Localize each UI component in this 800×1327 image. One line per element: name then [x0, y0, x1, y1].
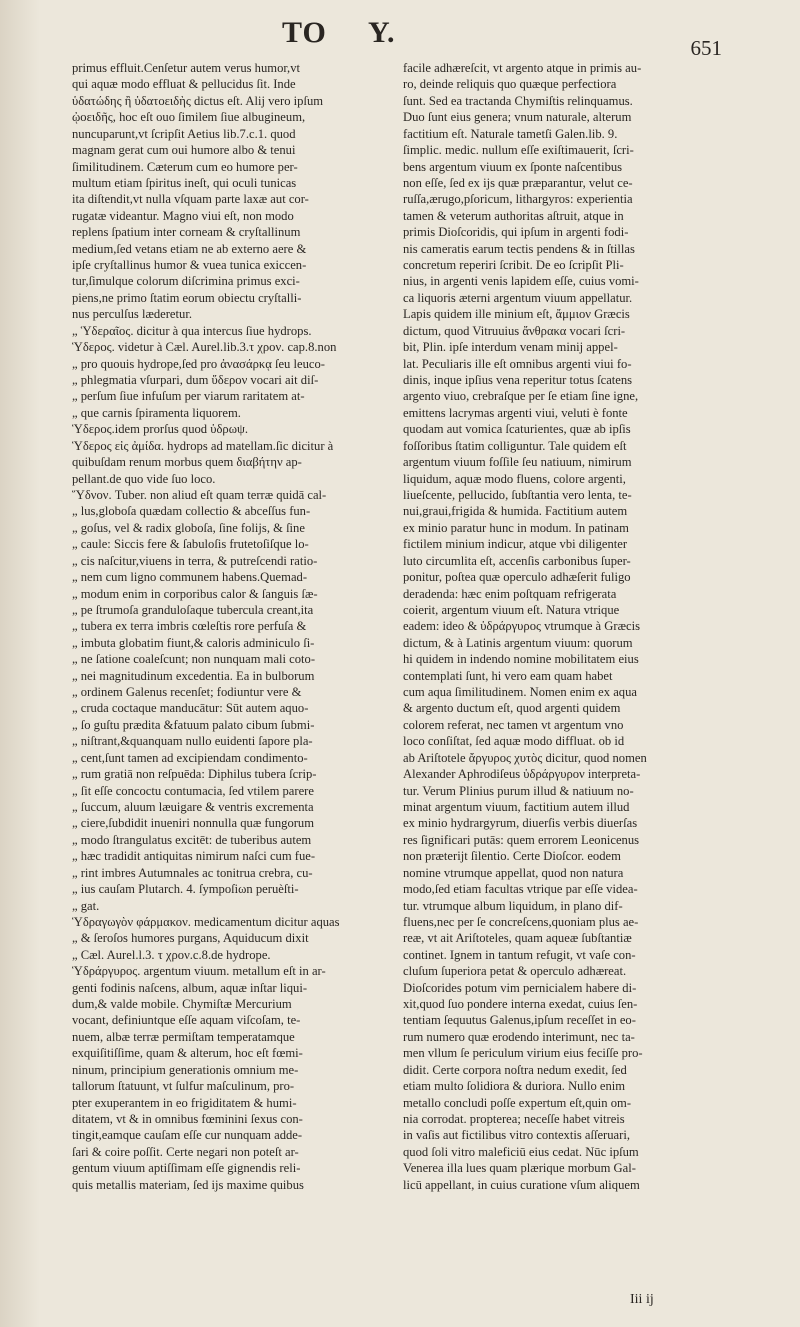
left-column-line: tallorum ſtatuunt, vt ſulfur maſculinum, pro- — [72, 1079, 295, 1094]
left-column-line: „ modum enim in corporibus calor & ſanguis ſæ- — [72, 586, 318, 601]
left-column-line: „ & ſeroſos humores purgans, Aquiducum dixit — [72, 931, 309, 946]
right-column-line: nui,graui,frigida & humida. Factitium autem — [403, 504, 628, 519]
left-column-line: ditatem, vt & in omnibus fœminini ſexus con- — [72, 1112, 303, 1126]
right-column-line: non præterijt ſilentio. Certe Dioſcor. eodem — [403, 849, 621, 864]
left-column-line: „ cis naſcitur,viuens in terra, & putreſcendi ratio- — [72, 553, 318, 568]
left-column-line: „ gat. — [72, 898, 100, 913]
left-column-line: „ niſtrant,&quanquam nullo euidenti ſapore pla- — [72, 734, 313, 749]
right-column-line: metallo concludi poſſe expertum eſt,quin om- — [403, 1095, 632, 1110]
left-column-line: „ rint imbres Autumnales ac tonitrua crebra, cu- — [72, 865, 313, 880]
right-column-line: dictum, quod Vitruuius ἄνθρακα vocari ſcri- — [403, 323, 626, 338]
right-column-line: emittens lacrymas argenti viui, veluti è fonte — [403, 405, 628, 420]
left-column — [72, 60, 390, 1193]
right-column-line: facile adhæreſcit, vt argento atque in primis au- — [403, 61, 642, 75]
right-column-line: quodam aut vomica ſcaturientes, quæ ab ipſis — [403, 422, 631, 437]
left-column-line: „ ciere,ſubdidit inueniri nonnulla quæ fungorum — [72, 816, 315, 831]
left-column-line: Ὑδραγωγὸν φάρμακον. medicamentum dicitur aquas — [72, 914, 340, 929]
right-column-line: fictilem minium indicur, atque vbi diligenter — [403, 537, 628, 552]
left-column-line: Ὑδράργυρος. argentum viuum. metallum eſt in ar- — [72, 964, 326, 979]
running-head-right: Υ. — [368, 16, 395, 49]
left-column-line: Ὑδερος.idem prorſus quod ὑδρωψ. — [72, 422, 249, 437]
left-column-line: „ ordinem Galenus recenſet; fodiuntur vere & — [72, 685, 302, 700]
left-column-line: medium,ſed vetans etiam ne ab externo aere & — [72, 241, 307, 256]
left-column-line: piens,ne primo ſtatim eorum obiectu cryſtalli- — [72, 290, 302, 305]
left-column-line: Ὕδνον. Tuber. non aliud eſt quam terræ quidā cal- — [72, 487, 327, 502]
right-column-line: in vaſis aut fictilibus vitro contextis aſſeruari, — [403, 1128, 630, 1143]
right-column-line: Duo ſunt eius genera; vnum naturale, alterum — [403, 110, 632, 125]
left-column-line: Ὑδερος εἰς ἀμίδα. hydrops ad matellam.ſic dicitur à — [72, 438, 334, 453]
right-column-line: contemplati ſunt, hi vero eam quam habet — [403, 668, 613, 683]
left-column-line: nuem, albæ terræ permiſtam temperatamque — [72, 1029, 295, 1044]
left-column-line: replens ſpatium inter corneam & cryſtallinum — [72, 225, 301, 240]
left-column-line: „ pe ſtrumoſa granduloſaque tubercula creant,ita — [72, 602, 314, 617]
right-column-line: fluens,nec per ſe concreſcens,quoniam plus ae- — [403, 914, 639, 929]
left-column-line: „ goſus, vel & radix globoſa, ſine folijs, & ſine — [72, 520, 305, 535]
left-column-line: „ pro quouis hydrope,ſed pro ἀνασάρκᾳ ſeu leuco- — [72, 356, 325, 371]
left-column-line: quibuſdam renum morbus quem διαβήτην ap- — [72, 455, 302, 470]
right-column-line: ro, deinde reliquis quo quæque perfectiora — [403, 77, 617, 92]
right-column-line: dictum, & à Latinis argentum viuum: quorum — [403, 635, 633, 650]
right-column-line: bens argentum viuum ex ſponte naſcentibus — [403, 159, 623, 174]
left-column-line: qui aquæ modo effluat & pellucidus ſit. Inde — [72, 77, 296, 92]
right-column-line: ex minio hydrargyrum, diuerſis verbis diuerſas — [403, 816, 638, 831]
left-column-line: „ ſuccum, aluum læuigare & ventris excrementa — [72, 799, 314, 814]
right-column-line: bit, Plin. ipſe interdum venam minij appel- — [403, 340, 618, 355]
left-column-line: ὑδατώδης ἢ ὑδατοειδὴς dictus eſt. Alij vero ipſum — [72, 93, 324, 108]
right-column-line: ponitur, poſtea quæ operculo adhæſerit fuligo — [403, 570, 631, 585]
left-column-line: „ ius cauſam Plutarch. 4. ſympoſiωn peruèſti- — [72, 882, 299, 897]
right-column-line: nius, in argenti venis lapidem eſſe, cuius vomi- — [403, 274, 639, 289]
left-column-line: exquiſitiſſime, quam & alterum, hoc eſt fœmi- — [72, 1046, 303, 1061]
left-column-line: pellant.de quo vide ſuo loco. — [72, 471, 216, 486]
left-column-line: „ cruda coctaque manducātur: Sūt autem aquo- — [72, 701, 309, 716]
right-column-line: Lapis quidem ille minium eſt, ἄμμιον Græcis — [403, 307, 630, 322]
right-column-line: xit,quod ſuo pondere interna exedat, cuius ſen- — [403, 997, 638, 1012]
right-column-line: cluſum ſuperiora petat & operculo adhæreat. — [403, 964, 627, 979]
right-column-line: tur. vtrumque album liquidum, in plano dif- — [403, 898, 623, 913]
right-column-line: nia corrodat. propterea; neceſſe habet vitreis — [403, 1112, 625, 1126]
right-column-line: ruſſa,ærugo,pſoricum, lithargyros: experientia — [403, 192, 633, 207]
right-column-line: ſimplic. medic. nullum eſſe exiſtimauerit, ſcri- — [403, 143, 634, 158]
left-column-line: ninum, principium generationis omnium me- — [72, 1062, 299, 1077]
left-column-line: ſari & coire poſſit. Certe negari non poteſt ar- — [72, 1144, 299, 1159]
right-column-line: modo,ſed etiam facultas vtrique par eſſe videa- — [403, 882, 638, 897]
right-column-line: licū appellant, in cuius curatione vſum aliquem — [403, 1177, 640, 1192]
right-column-line: & argento ductum eſt, quod argenti quidem — [403, 701, 621, 716]
left-column-line: tingit,eamque cauſam eſſe cur nunquam adde- — [72, 1128, 303, 1143]
left-column-line: Ὑδερος. videtur à Cæl. Aurel.lib.3.τ χρον. cap.8.non — [72, 340, 337, 355]
left-column-line: „ phlegmatia vſurpari, dum ὕδερον vocari ait diſ- — [72, 373, 319, 388]
left-column-line: magnam gerat cum oui humore albo & tenui — [72, 143, 296, 158]
right-column-line: liquidum, aquæ modo fluens, colore argenti, — [403, 471, 626, 486]
right-column-line: non eſſe, ſed ex ijs quæ præparantur, velut ce- — [403, 175, 633, 190]
right-column-line: men vllum ſe periculum virium eius feciſſe pro- — [403, 1046, 643, 1061]
right-column-line: liueſcente, pellucido, ſubſtantia vero lenta, te- — [403, 487, 632, 502]
left-column-line: pter exuperantem in eo frigiditatem & humi- — [72, 1095, 297, 1110]
right-column-line: res ſignificari putās: quem errorem Leonicenus — [403, 832, 640, 847]
left-column-line: „ Ὑδεραῖος. dicitur à qua intercus ſiue hydrops. — [72, 323, 312, 338]
right-column-line: nis cameratis earum tectis pendens & in ſtillas — [403, 241, 635, 256]
left-column-line: ita diſtendit,vt nulla vſquam parte laxæ aut cor- — [72, 192, 309, 207]
right-column-line: eadem: ideo & ὑδράργυρος vtrumque à Græcis — [403, 619, 640, 634]
right-column-line: Venerea illa lues quam plærique morbum Gal- — [403, 1161, 636, 1176]
right-column-line: loco conſiſtat, ſed aquæ modo diffluat. ob id — [403, 734, 625, 749]
right-column-line: cum aqua ſimilitudinem. Nomen enim ex aqua — [403, 685, 637, 700]
right-column-line: rum numero quæ erodendo interimunt, nec ta- — [403, 1029, 635, 1044]
right-column-line: argento viuo, crebraſque per ſe etiam ſine igne, — [403, 389, 639, 404]
left-column-line: gentum viuum aptiſſimam eſſe gignendis reli- — [72, 1161, 301, 1176]
left-column-line: „ modo ſtrangulatus excitēt: de tuberibus autem — [72, 832, 312, 847]
right-column-line: deradenda: hæc enim poſtquam refrigerata — [403, 586, 617, 601]
left-column-line: „ nem cum ligno communem habens.Quemad- — [72, 570, 308, 585]
left-column-line: „ nei magnitudinum excedentia. Ea in bulborum — [72, 668, 315, 683]
page-number: 651 — [690, 36, 722, 60]
left-column-line: „ Cæl. Aurel.l.3. τ χρον.c.8.de hydrope. — [72, 947, 271, 962]
right-column-line: lat. Peculiaris ille eſt omnibus argenti viui fo- — [403, 356, 632, 371]
right-column-line: ex minio paratur hunc in modum. In patinam — [403, 520, 629, 535]
right-column-line: etiam multo ſolidiora & duriora. Nullo enim — [403, 1079, 626, 1094]
running-head-left: ΤΟ — [282, 16, 327, 49]
right-column-line: quod ſoli vitro maleficiū eius cedat. Nūc ipſum — [403, 1144, 639, 1159]
left-column-line: ipſe cryſtallinus humor & vuea tunica exiccen- — [72, 258, 307, 273]
right-column-line: hi quidem in indendo nomine mobilitatem eius — [403, 652, 639, 667]
left-column-line: ſimilitudinem. Cæterum cum eo humore per- — [72, 159, 298, 174]
right-column-line: ab Ariſtotele ἄργυρος χυτὸς dicitur, quod nomen — [403, 750, 647, 765]
right-column-line: primis Dioſcoridis, qui ipſum in argenti fodi- — [403, 225, 629, 240]
right-column-line: dinis, inque ipſius vena reperitur totus ſcatens — [403, 373, 633, 388]
binding-shadow — [0, 0, 40, 1327]
right-column-line: luto circumlita eſt, accenſis carbonibus ſuper- — [403, 553, 631, 568]
left-column-line: primus effluit.Cenſetur autem verus humor,vt — [72, 61, 301, 75]
right-column-line: continet. Ignem in tantum refugit, vt vaſe con- — [403, 947, 636, 962]
left-column-line: „ tubera ex terra imbris cœleſtis rore perfuſa & — [72, 619, 307, 634]
left-column-line: multum etiam ſpiritus ineſt, qui oculi tunicas — [72, 175, 297, 190]
right-column-line: coierit, argentum viuum eſt. Natura vtrique — [403, 602, 620, 617]
left-column-line: „ que carnis ſpiramenta liquorem. — [72, 405, 241, 420]
right-column-line: tamen & veterum authoritas aſtruit, atque in — [403, 208, 624, 223]
left-column-line: dum,& valde mobile. Chymiſtæ Mercurium — [72, 997, 292, 1012]
left-column-line: „ caule: Siccis fere & ſabuloſis frutetoſiſque lo- — [72, 537, 309, 552]
left-column-line: „ ſo guſtu prædita &fatuum palato cibum ſubmi- — [72, 717, 315, 732]
right-column-line: colorem referat, nec tamen vt argentum vno — [403, 717, 624, 732]
left-column-line: genti fodinis naſcens, album, aquæ inſtar liqui- — [72, 980, 308, 995]
right-column-line: nomine vtrumque appellat, quod non natura — [403, 865, 624, 880]
left-column-line: „ ne ſatione coaleſcunt; non nunquam mali coto- — [72, 652, 316, 667]
left-column-line: quis metallis materiam, ſed ijs maxime quibus — [72, 1177, 304, 1192]
left-column-line: nuncuparunt,vt ſcripſit Aetius lib.7.c.1. quod — [72, 126, 296, 141]
left-column-line: „ imbuta globatim fiunt,& caloris adminiculo ſi- — [72, 635, 315, 650]
left-column-line: rugatæ videantur. Magno viui eſt, non modo — [72, 208, 294, 223]
running-head — [0, 6, 800, 62]
right-column-line: minat argentum viuum, factitium autem illud — [403, 799, 630, 814]
catchword: Iii ij — [630, 1292, 654, 1307]
right-column-line: tentiam ſequutus Galenus,ipſum receſſet in eo- — [403, 1013, 636, 1028]
right-column-line: foſſoribus ſtatim colliguntur. Tale quidem eſt — [403, 438, 627, 453]
right-column-line: concretum reperiri ſcribit. De eo ſcripſit Pli- — [403, 258, 624, 273]
right-column — [403, 60, 719, 1193]
right-column-line: argentum viuum foſſile ſeu natiuum, nimirum — [403, 455, 632, 470]
left-column-line: „ lus,globoſa quædam collectio & abceſſus fun- — [72, 504, 311, 519]
left-column-line: „ ſit eſſe concoctu contumacia, ſed vtilem parere — [72, 783, 314, 798]
right-column-line: ſunt. Sed ea tractanda Chymiſtis relinquamus. — [403, 93, 633, 108]
left-column-line: vocant, definiuntque eſſe aquam viſcoſam, te- — [72, 1013, 301, 1028]
left-column-line: nus perculſus læderetur. — [72, 307, 192, 322]
left-column-line: „ cent,ſunt tamen ad excipiendam condimento- — [72, 750, 308, 765]
left-column-line: tur,ſimulque colorum diſcrimina primus exci- — [72, 274, 300, 289]
right-column-line: tur. Verum Plinius purum illud & natiuum no- — [403, 783, 634, 798]
left-column-line: ᾠοειδῆς, hoc eſt ouo ſimilem ſiue albugineum, — [72, 110, 306, 125]
right-column-line: reæ, vt ait Ariſtoteles, quam aqueæ ſubſtantiæ — [403, 931, 632, 946]
right-column-line: ca liquoris æterni argentum viuum appellatur. — [403, 290, 633, 305]
left-column-line: „ rum gratiā non reſpuēda: Diphilus tubera ſcrip- — [72, 767, 317, 782]
right-column-line: Alexander Aphrodiſeus ὑδράργυρον interpreta- — [403, 767, 641, 782]
left-column-line: „ perſum ſiue infuſum per viarum raritatem at- — [72, 389, 305, 404]
right-column-line: didit. Certe corpora noſtra nedum exedit, ſed — [403, 1062, 627, 1077]
left-column-line: „ hæc tradidit antiquitas nimirum naſci cum fue- — [72, 849, 316, 864]
right-column-line: factitium eſt. Naturale tametſi Galen.lib. 9. — [403, 126, 618, 141]
right-column-line: Dioſcorides potum vim pernicialem habere di- — [403, 980, 637, 995]
